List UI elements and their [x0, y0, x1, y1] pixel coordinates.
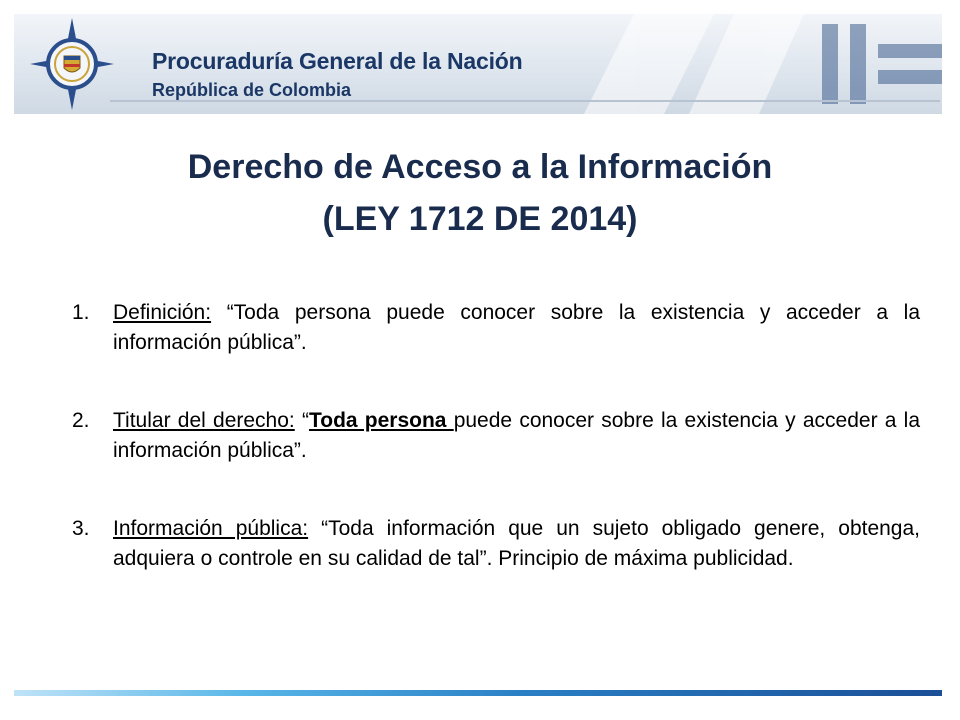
- item-quote: “Toda persona puede conocer sobre la existencia y acceder a la información pública”.: [113, 301, 920, 354]
- item-emphasis: Toda persona: [308, 409, 454, 432]
- item-text: [113, 406, 920, 466]
- item-quote-open: “: [294, 409, 309, 432]
- item-label: Titular del derecho:: [113, 409, 295, 432]
- banner-divider: [110, 100, 940, 102]
- org-name: Procuraduría General de la Nación: [152, 48, 523, 74]
- numbered-list: [72, 298, 920, 622]
- compass-seal-icon: [30, 18, 114, 110]
- list-item: [72, 406, 920, 466]
- item-text: [113, 514, 920, 574]
- item-number: 3.: [72, 517, 90, 540]
- item-label: Definición:: [113, 301, 212, 324]
- item-text: [113, 298, 920, 358]
- slide-title: Derecho de Acceso a la Información: [187, 148, 773, 186]
- header-banner: [14, 14, 942, 114]
- footer-accent-bar: [14, 690, 942, 696]
- item-number: 2.: [72, 409, 90, 432]
- item-label: Información pública:: [113, 517, 309, 540]
- org-subtitle: República de Colombia: [152, 80, 352, 100]
- item-quote-rest: puede conocer sobre la existencia y acceder a la información pública”.: [113, 409, 921, 462]
- list-item: [72, 514, 920, 574]
- slide-subtitle: (LEY 1712 DE 2014): [322, 200, 638, 238]
- item-quote: “Toda información que un sujeto obligado genere, obtenga, adquiera o controle en su calidad de tal”. Principio de máxima publicidad.: [113, 517, 921, 570]
- list-item: [72, 298, 920, 358]
- item-number: 1.: [72, 301, 90, 324]
